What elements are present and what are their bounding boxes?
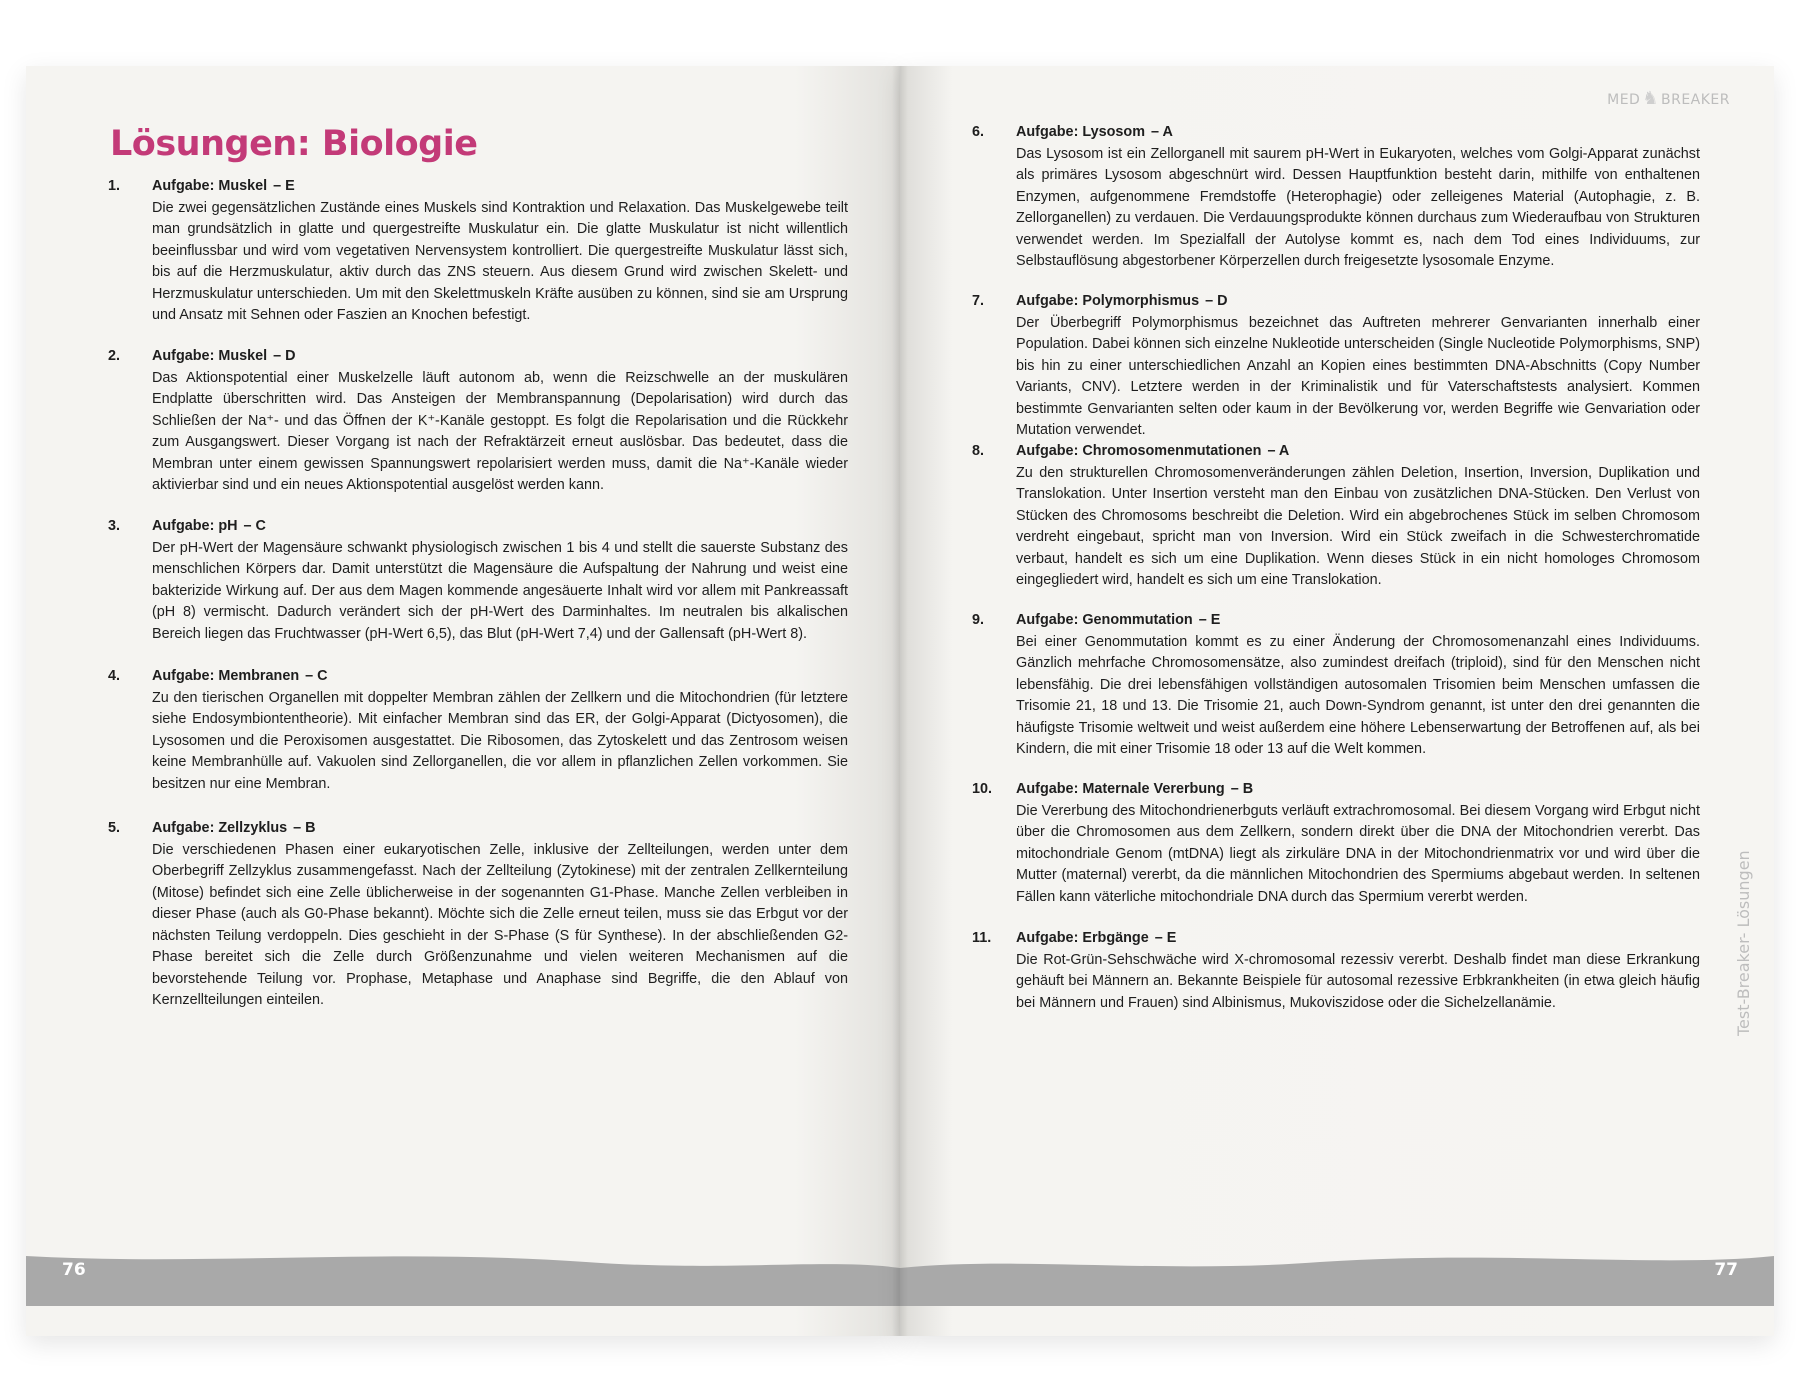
right-page xyxy=(900,66,1774,1336)
right-footer-wave xyxy=(900,1252,1774,1306)
chess-knight-icon: ♞ xyxy=(1642,88,1659,109)
task-heading xyxy=(1016,779,1700,801)
task-6 xyxy=(972,122,1700,273)
task-heading xyxy=(152,516,848,538)
task-number: 8. xyxy=(972,443,985,459)
task-2 xyxy=(108,346,848,497)
brand-text-left: MED xyxy=(1607,92,1641,108)
task-4 xyxy=(108,666,848,795)
task-number: 6. xyxy=(972,124,985,140)
task-heading xyxy=(1016,122,1700,144)
task-answer: – C xyxy=(305,668,328,684)
task-heading-label: Aufgabe: Muskel xyxy=(152,348,268,364)
task-3 xyxy=(108,516,848,645)
task-number: 1. xyxy=(108,178,121,194)
task-heading xyxy=(152,176,848,198)
task-answer: – E xyxy=(1154,930,1177,946)
task-heading-label: Aufgabe: pH xyxy=(152,518,238,534)
task-text: Zu den tierischen Organellen mit doppelter Membran zählen der Zellkern und die Mitochondrien (für letztere siehe Endosymbiontentheorie). Mit einfacher Membran sind das ER, der Golgi-Apparat (Dictyosomen), die Lysosomen und die Peroxisomen ausgestattet. Die Ribosomen, das Zytoskelett und das Zentrosom weisen keine Membranhülle auf. Vakuolen sind Zellorganellen, die vor allem in pflanzlichen Zellen vorkommen. Sie besitzen nur eine Membran. xyxy=(152,689,848,792)
task-11 xyxy=(972,928,1700,1014)
brand-logo xyxy=(1607,88,1730,109)
task-heading xyxy=(1016,441,1700,463)
task-heading-label: Aufgabe: Maternale Vererbung xyxy=(1016,781,1225,797)
task-number: 2. xyxy=(108,348,121,364)
task-answer: – E xyxy=(1198,612,1221,628)
task-answer: – C xyxy=(243,518,266,534)
page-number-right: 77 xyxy=(1714,1260,1738,1280)
task-text: Zu den strukturellen Chromosomenveränderungen zählen Deletion, Insertion, Inversion, Duplikation und Translokation. Unter Insertion versteht man den Einbau von zusätzlichen DNA-Stücken. Den Verlust von Stücken des Chromosoms beschreibt die Deletion. Wird ein abgebrochenes Stück im selben Chromosom verdreht eingebaut, spricht man von Inversion. Wird ein Stück zweifach in die Schwesterchromatide verbaut, handelt es sich um eine Duplikation. Wenn dieses Stück in ein nicht homologes Chromosom eingegliedert wird, handelt es sich um eine Translokation. xyxy=(1016,464,1700,588)
task-answer: – A xyxy=(1151,124,1173,140)
page-number-left: 76 xyxy=(62,1260,86,1280)
task-number: 4. xyxy=(108,668,121,684)
task-text: Die Vererbung des Mitochondrienerbguts verläuft extrachromosomal. Bei diesem Vorgang wird Erbgut nicht über die Chromosomen aus dem Zellkern, sondern direkt über die DNA der Mitochondrien vererbt. Das mitochondriale Genom (mtDNA) liegt als zirkuläre DNA in der Mitochondrienmatrix vor und wird über die Mutter (maternal) vererbt, da die männlichen Mitochondrien des Spermiums abgebaut werden. In seltenen Fällen kann väterliche mitochondriale DNA durch das Spermium vererbt werden. xyxy=(1016,802,1700,905)
book-gutter xyxy=(892,66,908,1336)
task-10 xyxy=(972,779,1700,908)
task-heading-label: Aufgabe: Membranen xyxy=(152,668,300,684)
task-answer: – A xyxy=(1267,443,1290,459)
task-1 xyxy=(108,176,848,327)
task-heading xyxy=(152,346,848,368)
task-text: Der Überbegriff Polymorphismus bezeichnet das Auftreten mehrerer Genvarianten innerhalb einer Population. Dabei können sich einzelne Nukleotide unterscheiden (Single Nucleotide Polymorphisms, SNP) bis hin zu einer unterschiedlichen Anzahl an Kopien eines bestimmten DNA-Abschnitts (Copy Number Variants, CNV). Letztere werden in der Kriminalistik und für Vaterschaftstests analysiert. Kommen bestimmte Genvarianten selten oder kaum in der Bevölkerung vor, werden Begriffe wie Genvariation oder Mutation verwendet. xyxy=(1016,314,1700,438)
task-answer: – E xyxy=(273,178,295,194)
brand-text-right: BREAKER xyxy=(1660,92,1730,108)
task-heading-label: Aufgabe: Polymorphismus xyxy=(1016,293,1200,309)
task-7 xyxy=(972,291,1700,442)
task-heading xyxy=(1016,291,1700,313)
task-number: 5. xyxy=(108,820,121,836)
task-heading-label: Aufgabe: Genommutation xyxy=(1016,612,1193,628)
task-text: Der pH-Wert der Magensäure schwankt physiologisch zwischen 1 bis 4 und stellt die sauerste Substanz des menschlichen Körpers dar. Damit unterstützt die Magensäure die Aufspaltung der Nahrung und weist eine bakterizide Wirkung auf. Der aus dem Magen kommende angesäuerte Inhalt wird vor allem mit Pankreassaft (pH 8) vermischt. Dadurch verändert sich der pH-Wert des Darminhaltes. Im neutralen bis alkalischen Bereich liegen das Fruchtwasser (pH-Wert 6,5), das Blut (pH-Wert 7,4) und der Gallensaft (pH-Wert 8). xyxy=(152,539,848,642)
page-title: Lösungen: Biologie xyxy=(110,124,478,164)
task-number: 11. xyxy=(972,930,992,946)
task-answer: – B xyxy=(293,820,316,836)
task-number: 9. xyxy=(972,612,985,628)
task-text: Die zwei gegensätzlichen Zustände eines Muskels sind Kontraktion und Relaxation. Das Muskelgewebe teilt man grundsätzlich in glatte und quergestreifte Muskulatur ein. Die glatte Muskulatur ist nicht willentlich beeinflussbar und wird vom vegetativen Nervensystem kontrolliert. Die quergestreifte Muskulatur lässt sich, bis auf die Herzmuskulatur, aktiv durch das ZNS steuern. Aus diesem Grund wird zwischen Skelett- und Herzmuskulatur unterschieden. Um mit den Skelettmuskeln Kräfte ausüben zu können, sind sie am Ursprung und Ansatz mit Sehnen oder Faszien an Knochen befestigt. xyxy=(152,199,848,323)
task-answer: – D xyxy=(1205,293,1228,309)
task-heading-label: Aufgabe: Chromosomenmutationen xyxy=(1016,443,1262,459)
open-book xyxy=(26,66,1774,1336)
task-number: 7. xyxy=(972,293,985,309)
task-5 xyxy=(108,818,848,1012)
left-footer-wave xyxy=(26,1252,900,1306)
task-8 xyxy=(972,441,1700,592)
side-label-text: Test-Breaker- Lösungen xyxy=(1734,850,1753,1036)
task-answer: – D xyxy=(273,348,296,364)
task-text: Das Aktionspotential einer Muskelzelle läuft autonom ab, wenn die Reizschwelle an der muskulären Endplatte überschritten wird. Das Ansteigen der Membranspannung (Depolarisation) wird durch das Schließen der Na⁺- und das Öffnen der K⁺-Kanäle gestoppt. Es folgt die Repolarisation und die Rückkehr zum Ausgangswert. Dieser Vorgang ist nach der Refraktärzeit erneut auslösbar. Das bedeutet, dass die Membran unter einem gewissen Spannungswert repolarisiert werden muss, damit die Na⁺-Kanäle wieder aktivierbar sind und ein neues Aktionspotential ausgelöst werden kann. xyxy=(152,369,848,493)
task-heading-label: Aufgabe: Erbgänge xyxy=(1016,930,1149,946)
task-number: 10. xyxy=(972,781,993,797)
task-heading xyxy=(152,666,848,688)
task-heading xyxy=(1016,610,1700,632)
task-text: Bei einer Genommutation kommt es zu einer Änderung der Chromosomenanzahl eines Individuums. Gänzlich mehrfache Chromosomensätze, also zumindest dreifach (triploid), sind für den Menschen nicht lebensfähig. Die drei lebensfähigen vollständigen autosomalen Trisomien beim Menschen umfassen die Trisomie 21, 18 und 13. Die Trisomie 21, auch Down-Syndrom genannt, ist unter den drei genannten die häufigste Trisomie weltweit und weist außerdem eine höhere Lebenserwartung der Betroffenen auf, als bei Kindern, die mit einer Trisomie 18 oder 13 auf die Welt kommen. xyxy=(1016,633,1700,757)
task-text: Die Rot-Grün-Sehschwäche wird X-chromosomal rezessiv vererbt. Deshalb findet man diese Erkrankung gehäuft bei Männern an. Bekannte Beispiele für autosomal rezessive Erbkrankheiten (in etwa gleich häufig bei Männern und Frauen) sind Albinismus, Mukoviszidose oder die Sichelzellanämie. xyxy=(1016,951,1700,1011)
task-answer: – B xyxy=(1230,781,1254,797)
task-heading xyxy=(152,818,848,840)
task-text: Die verschiedenen Phasen einer eukaryotischen Zelle, inklusive der Zellteilungen, werden unter dem Oberbegriff Zellzyklus zusammengefasst. Nach der Zellteilung (Zytokinese) mit der zentralen Zellkernteilung (Mitose) befindet sich eine Zelle üblicherweise in der sogenannten G1-Phase. Manche Zellen verbleiben in dieser Phase (auch als G0-Phase bekannt). Möchte sich die Zelle erneut teilen, muss sie das Erbgut vor der nächsten Teilung verdoppeln. Dies geschieht in der S-Phase (S für Synthese). In der abschließenden G2-Phase bereitet sich die Zelle durch Größenzunahme und vielen weiteren Mechanismen auf die bevorstehende Teilung vor. Prophase, Metaphase und Anaphase sind Begriffe, die den Ablauf von Kernzellteilungen einteilen. xyxy=(152,841,848,1008)
task-text: Das Lysosom ist ein Zellorganell mit saurem pH-Wert in Eukaryoten, welches vom Golgi-Apparat zunächst als primäres Lysosom abgeschnürt wird. Dessen Hauptfunktion besteht darin, mithilfe von enthaltenen Enzymen, aufgenommene Fremdstoffe (Heterophagie) oder zelleigenes Material (Autophagie, z. B. Zellorganellen) zu verdauen. Die Verdauungsprodukte können durchaus zum Wiederaufbau von Strukturen verwendet werden. Im Spezialfall der Autolyse kommt es, nach dem Tod eines Individuums, zur Selbstauflösung abgestorbener Körperzellen durch freigesetzte lysosomale Enzyme. xyxy=(1016,145,1700,269)
task-number: 3. xyxy=(108,518,121,534)
task-9 xyxy=(972,610,1700,761)
task-heading-label: Aufgabe: Muskel xyxy=(152,178,268,194)
task-heading-label: Aufgabe: Lysosom xyxy=(1016,124,1145,140)
task-heading-label: Aufgabe: Zellzyklus xyxy=(152,820,288,836)
task-heading xyxy=(1016,928,1700,950)
left-page xyxy=(26,66,900,1336)
